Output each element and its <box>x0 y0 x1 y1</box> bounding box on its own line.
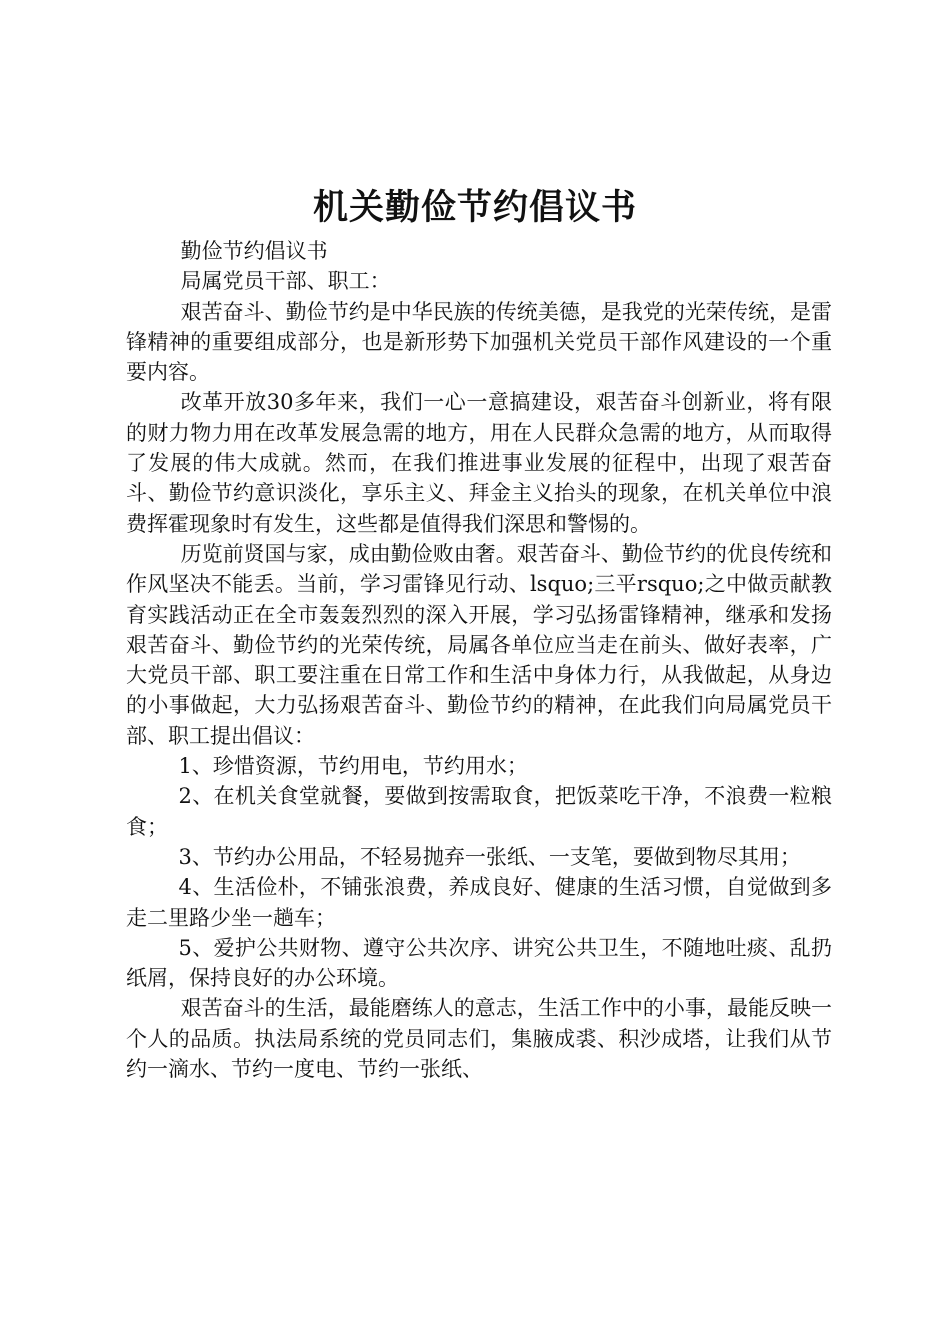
paragraph-call: 历览前贤国与家，成由勤俭败由奢。艰苦奋斗、勤俭节约的优良传统和作风坚决不能丢。当前，学习雷锋见行动、lsquo;三平rsquo;之中做贡献教育实践活动正在全市轰轰烈烈的深入开展，学习弘扬雷锋精神，继承和发扬艰苦奋斗、勤俭节约的光荣传统，局属各单位应当走在前头、做好表率，广大党员干部、职工要注重在日常工作和生活中身体力行，从我做起，从身边的小事做起，大力弘扬艰苦奋斗、勤俭节约的精神，在此我们向局属党员干部、职工提出倡议： <box>126 541 832 748</box>
list-item-3: 3、节约办公用品，不轻易抛弃一张纸、一支笔，要做到物尽其用； <box>178 844 801 869</box>
list-item-1: 1、珍惜资源，节约用电，节约用水； <box>178 754 528 779</box>
list-item-4: 4、生活俭朴，不铺张浪费，养成良好、健康的生活习惯，自觉做到多走二里路少坐一趟车； <box>126 875 832 930</box>
paragraph-closing: 艰苦奋斗的生活，最能磨练人的意志，生活工作中的小事，最能反映一个人的品质。执法局系统的党员同志们，集腋成裘、积沙成塔，让我们从节约一滴水、节约一度电、节约一张纸、 <box>126 996 832 1082</box>
paragraph-intro: 艰苦奋斗、勤俭节约是中华民族的传统美德，是我党的光荣传统，是雷锋精神的重要组成部分，也是新形势下加强机关党员干部作风建设的一个重要内容。 <box>126 299 832 385</box>
paragraph-heading: 勤俭节约倡议书 <box>180 239 328 263</box>
paragraph-background: 改革开放30多年来，我们一心一意搞建设，艰苦奋斗创新业，将有限的财力物力用在改革发展急需的地方，用在人民群众急需的地方，从而取得了发展的伟大成就。然而，在我们推进事业发展的征程中，出现了艰苦奋斗、勤俭节约意识淡化，享乐主义、拜金主义抬头的现象，在机关单位中浪费挥霍现象时有发生，这些都是值得我们深思和警惕的。 <box>126 390 832 536</box>
list-item-2: 2、在机关食堂就餐，要做到按需取食，把饭菜吃干净，不浪费一粒粮食； <box>126 784 832 839</box>
document-title: 机关勤俭节约倡议书 <box>312 187 637 228</box>
document-body <box>126 236 832 1084</box>
paragraph-salutation: 局属党员干部、职工： <box>180 269 391 294</box>
list-item-5: 5、爱护公共财物、遵守公共次序、讲究公共卫生，不随地吐痰、乱扔纸屑，保持良好的办公环境。 <box>126 935 832 991</box>
